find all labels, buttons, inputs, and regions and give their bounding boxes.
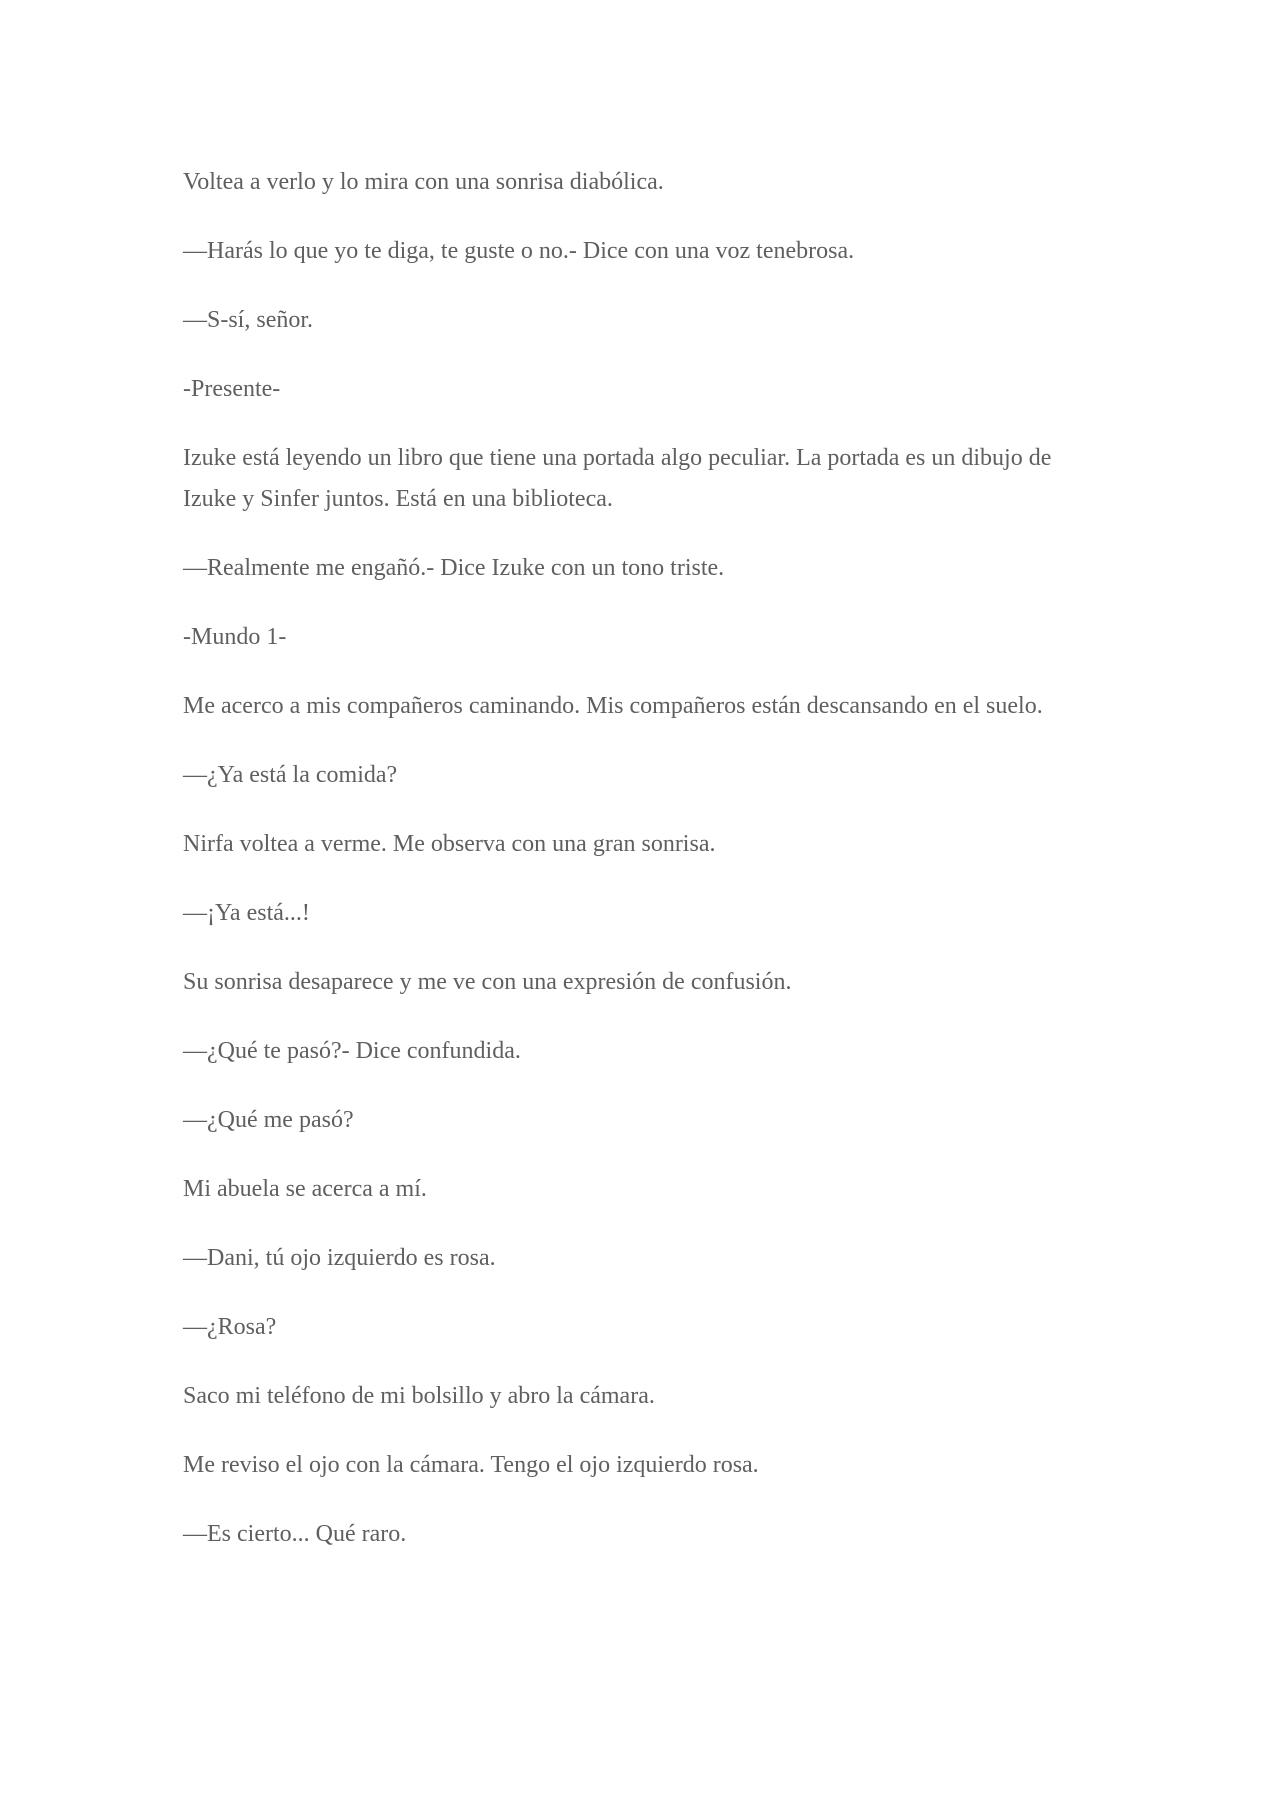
paragraph: Voltea a verlo y lo mira con una sonrisa diabólica. (183, 169, 664, 195)
dialogue-line: —S-sí, señor. (183, 307, 314, 333)
dialogue-line: —¿Ya está la comida? (183, 762, 398, 788)
section-heading: -Presente- (183, 376, 281, 402)
section-heading: -Mundo 1- (183, 624, 287, 650)
dialogue-line: —Es cierto... Qué raro. (183, 1521, 407, 1547)
dialogue-line: —¡Ya está...! (183, 900, 310, 926)
paragraph: Nirfa voltea a verme. Me observa con una gran sonrisa. (183, 831, 716, 857)
dialogue-line: —¿Rosa? (183, 1314, 277, 1340)
paragraph: Me acerco a mis compañeros caminando. Mis compañeros están descansando en el suelo. (183, 693, 1043, 719)
dialogue-line: —¿Qué te pasó?- Dice confundida. (183, 1038, 521, 1064)
document-body (183, 162, 1103, 1583)
paragraph: Izuke está leyendo un libro que tiene una portada algo peculiar. La portada es un dibujo de Izuke y Sinfer juntos. Está en una biblioteca. (183, 445, 1052, 512)
paragraph: Su sonrisa desaparece y me ve con una expresión de confusión. (183, 969, 792, 995)
paragraph: Saco mi teléfono de mi bolsillo y abro la cámara. (183, 1383, 655, 1409)
dialogue-line: —Realmente me engañó.- Dice Izuke con un tono triste. (183, 555, 725, 581)
paragraph: Me reviso el ojo con la cámara. Tengo el ojo izquierdo rosa. (183, 1452, 759, 1478)
dialogue-line: —¿Qué me pasó? (183, 1107, 354, 1133)
dialogue-line: —Harás lo que yo te diga, te guste o no.- Dice con una voz tenebrosa. (183, 238, 855, 264)
paragraph: Mi abuela se acerca a mí. (183, 1176, 427, 1202)
dialogue-line: —Dani, tú ojo izquierdo es rosa. (183, 1245, 496, 1271)
